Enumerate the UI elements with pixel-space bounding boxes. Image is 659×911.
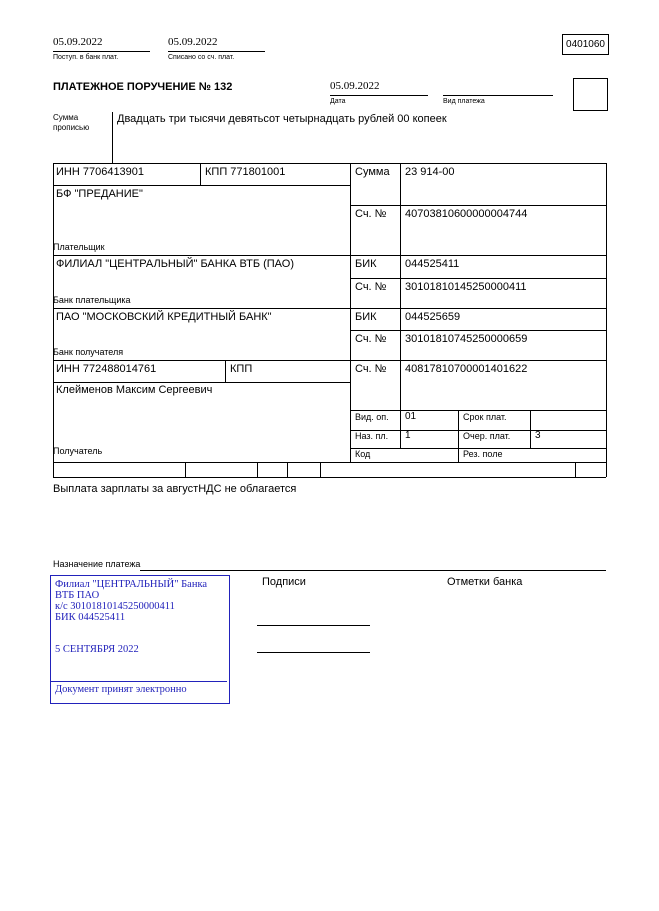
- payer-section-label: Плательщик: [53, 242, 105, 252]
- payee-bank-bik-label: БИК: [355, 311, 377, 323]
- payee-inn: ИНН 772488014761: [56, 363, 157, 375]
- payee-account-label: Сч. №: [355, 363, 387, 375]
- payer-inn: ИНН 7706413901: [56, 166, 145, 178]
- date-debited-underline: [168, 51, 265, 52]
- table-border: [350, 205, 606, 206]
- payee-bank-section-label: Банк получателя: [53, 347, 124, 357]
- payment-type-underline: [443, 95, 553, 96]
- table-border: [53, 163, 606, 164]
- document-date-underline: [330, 95, 428, 96]
- table-border: [200, 163, 201, 185]
- table-border: [320, 462, 321, 477]
- table-border: [530, 410, 531, 448]
- payer-kpp: КПП 771801001: [205, 166, 286, 178]
- payee-section-label: Получатель: [53, 446, 103, 456]
- table-border: [350, 410, 606, 411]
- vid-op-label: Вид. оп.: [355, 412, 389, 422]
- document-title: ПЛАТЕЖНОЕ ПОРУЧЕНИЕ № 132: [53, 81, 233, 93]
- payment-type-label: Вид платежа: [443, 98, 485, 105]
- table-border: [350, 278, 606, 279]
- stamp-divider: [51, 681, 227, 682]
- kod-label: Код: [355, 449, 371, 459]
- form-code-box: [562, 34, 609, 55]
- payee-account: 40817810700001401622: [405, 363, 528, 375]
- stamp-note: Документ принят электронно: [55, 684, 187, 695]
- table-border: [606, 163, 607, 477]
- table-border: [458, 410, 459, 462]
- stamp-bank-name-line1: Филиал "ЦЕНТРАЛЬНЫЙ" Банка: [55, 579, 208, 590]
- amount-words-label-line2: прописью: [53, 123, 90, 132]
- amount-words-label-line1: Сумма: [53, 113, 79, 122]
- payee-kpp-label: КПП: [230, 363, 253, 375]
- ocher-plat-value: 3: [535, 430, 541, 441]
- vid-op-value: 01: [405, 411, 417, 422]
- table-border: [53, 185, 350, 186]
- payer-bank-bik-label: БИК: [355, 258, 377, 270]
- table-border: [257, 462, 258, 477]
- date-received: 05.09.2022: [53, 36, 103, 48]
- amount-words-divider: [112, 112, 113, 163]
- date-received-underline: [53, 51, 150, 52]
- ocher-plat-label: Очер. плат.: [463, 431, 511, 441]
- payer-account-label: Сч. №: [355, 208, 387, 220]
- table-border: [287, 462, 288, 477]
- signature-line: [257, 652, 370, 653]
- srok-plat-label: Срок плат.: [463, 412, 507, 422]
- date-debited: 05.09.2022: [168, 36, 218, 48]
- date-debited-label: Списано со сч. плат.: [168, 54, 235, 61]
- payer-bank-account-label: Сч. №: [355, 281, 387, 293]
- table-border: [185, 462, 186, 477]
- rez-pole-label: Рез. поле: [463, 449, 503, 459]
- table-border: [350, 163, 351, 462]
- signatures-label: Подписи: [262, 576, 306, 588]
- payee-bank-bik: 044525659: [405, 311, 461, 323]
- payment-kind-box: [573, 78, 608, 111]
- table-border: [53, 382, 350, 383]
- naz-pl-label: Наз. пл.: [355, 431, 389, 441]
- payer-bank-account: 30101810145250000411: [405, 281, 527, 293]
- table-border: [53, 308, 606, 309]
- sum-label: Сумма: [355, 166, 390, 178]
- amount-words-value: Двадцать три тысячи девятьсот четырнадцать рублей 00 копеек: [117, 113, 447, 125]
- signature-line: [257, 625, 370, 626]
- table-border: [53, 462, 606, 463]
- form-code: 0401060: [566, 39, 605, 50]
- table-border: [400, 163, 401, 448]
- payer-bank-section-label: Банк плательщика: [53, 295, 131, 305]
- table-border: [53, 360, 606, 361]
- sum-value: 23 914-00: [405, 166, 455, 178]
- bank-marks-label: Отметки банка: [447, 576, 523, 588]
- payee-name: Клейменов Максим Сергеевич: [56, 384, 213, 396]
- payee-bank-name: ПАО "МОСКОВСКИЙ КРЕДИТНЫЙ БАНК": [56, 311, 272, 323]
- table-border: [575, 462, 576, 477]
- document-date: 05.09.2022: [330, 80, 380, 92]
- stamp-bik: БИК 044525411: [55, 612, 126, 623]
- purpose-label: Назначение платежа: [53, 559, 141, 569]
- stamp-bank-name-line2: ВТБ ПАО: [55, 590, 100, 601]
- table-border: [53, 255, 606, 256]
- payer-account: 40703810600000004744: [405, 208, 528, 220]
- payee-bank-account-label: Сч. №: [355, 333, 387, 345]
- payer-name: БФ "ПРЕДАНИЕ": [56, 188, 143, 200]
- payee-bank-account: 30101810745250000659: [405, 333, 528, 345]
- table-border: [350, 330, 606, 331]
- naz-pl-value: 1: [405, 430, 411, 441]
- purpose-text: Выплата зарплаты за августНДС не облагается: [53, 483, 297, 495]
- table-border: [53, 477, 606, 478]
- date-received-label: Поступ. в банк плат.: [53, 54, 119, 61]
- payer-bank-name: ФИЛИАЛ "ЦЕНТРАЛЬНЫЙ" БАНКА ВТБ (ПАО): [56, 258, 294, 270]
- stamp-date: 5 СЕНТЯБРЯ 2022: [55, 644, 139, 655]
- payer-bank-bik: 044525411: [405, 258, 460, 270]
- table-border: [225, 360, 226, 382]
- stamp-corr-account: к/с 30101810145250000411: [55, 601, 175, 612]
- document-date-label: Дата: [330, 98, 346, 105]
- table-border: [53, 163, 54, 477]
- purpose-underline: [140, 570, 606, 571]
